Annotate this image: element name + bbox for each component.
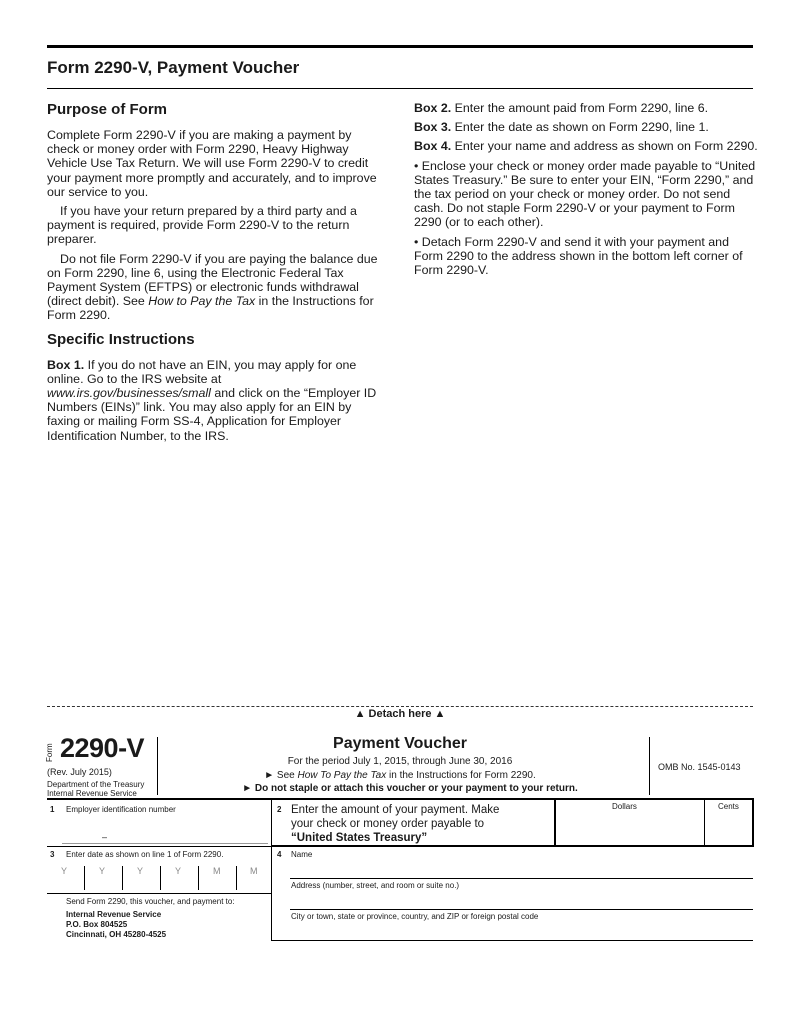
header-divider-right: [649, 737, 650, 795]
top-rule: [47, 45, 753, 48]
bullet-enclose: • Enclose your check or money order made payable to “United States Treasury.” Be sure to enter your EIN, “Form 2290,” and the tax period on your check or money order. Do not send cash. Do not staple Form 2290-V or your payment to Form 2290 (or to each other).: [414, 158, 756, 230]
box1-instructions: Box 1. If you do not have an EIN, you may apply for one online. Go to the IRS website at www.irs.gov/businesses/small and click on the “Employer ID Numbers (EINs)” link. You may also apply for an EIN by faxing or mailing Form SS-4, Application for Employer Identification Number, to the IRS.: [47, 357, 377, 443]
date-year-4: Y: [175, 866, 182, 876]
name-input[interactable]: [290, 860, 752, 878]
tax-period: For the period July 1, 2015, through June 30, 2016: [287, 756, 513, 767]
title-rule: [47, 88, 753, 89]
date-input[interactable]: [47, 862, 271, 892]
address-label: Address (number, street, and room or suite no.): [291, 881, 460, 890]
irs-address-line-2: P.O. Box 804525: [66, 920, 128, 929]
box3-label: Enter date as shown on line 1 of Form 2290.: [66, 850, 224, 859]
staple-warning: ► Do not staple or attach this voucher or your payment to your return.: [242, 783, 578, 794]
date-month-1: M: [213, 866, 221, 876]
specific-heading: Specific Instructions: [47, 330, 195, 348]
box3-instructions: Box 3. Enter the date as shown on Form 2290, line 1.: [414, 120, 709, 135]
form-word: Form: [45, 743, 54, 762]
purpose-paragraph-3: Do not file Form 2290-V if you are paying the balance due on Form 2290, line 6, using the Electronic Federal Tax Payment System (EFTPS) or electronic funds withdrawal (direct debit). See How to Pay the Tax in the Instructions for Form 2290.: [47, 251, 378, 323]
bullet-detach: • Detach Form 2290-V and send it with your payment and Form 2290 to the address shown in the bottom left corner of Form 2290-V.: [414, 234, 743, 278]
dollars-input[interactable]: [557, 812, 703, 844]
page-title: Form 2290-V, Payment Voucher: [47, 58, 300, 77]
purpose-paragraph-1: Complete Form 2290-V if you are making a payment by check or money order with Form 2290, Heavy Highway Vehicle Use Tax Return. We will use Form 2290-V to credit your payment more promptly and accurately, and to improve our service to you.: [47, 128, 377, 199]
dollars-label: Dollars: [612, 802, 637, 811]
detach-label: ▲ Detach here ▲: [354, 708, 446, 720]
box4-number: 4: [277, 850, 282, 859]
left-column: [47, 101, 383, 448]
name-rule: [290, 878, 753, 879]
box4-instructions: Box 4. Enter your name and address as shown on Form 2290.: [414, 139, 758, 154]
revision-date: (Rev. July 2015): [47, 767, 112, 777]
date-month-2: M: [250, 866, 258, 876]
ein-input[interactable]: [62, 816, 268, 844]
date-year-2: Y: [99, 866, 106, 876]
right-column: [414, 101, 758, 282]
voucher-title: Payment Voucher: [333, 735, 467, 752]
service: Internal Revenue Service: [47, 789, 137, 798]
irs-address-line-3: Cincinnati, OH 45280-4525: [66, 930, 167, 939]
box3-bottom-rule: [47, 893, 271, 894]
amount-bottom-rule: [271, 845, 754, 847]
voucher-top-rule: [47, 798, 753, 800]
address-rule: [290, 909, 753, 910]
grid-divider-left: [271, 798, 272, 941]
date-year-3: Y: [137, 866, 144, 876]
cents-label: Cents: [718, 802, 739, 811]
cents-divider: [704, 798, 705, 846]
amount-box-left: [554, 798, 556, 846]
name-label: Name: [291, 850, 313, 859]
purpose-paragraph-2: If you have your return prepared by a third party and a payment is required, provide Form 2290-V to the return preparer.: [47, 204, 357, 247]
city-input[interactable]: [290, 922, 752, 940]
purpose-heading: Purpose of Form: [47, 101, 168, 118]
box1-bottom-rule: [47, 846, 271, 847]
ein-dash: –: [102, 832, 108, 842]
box1-number: 1: [50, 805, 55, 814]
irs-address-line-1: Internal Revenue Service: [66, 910, 162, 919]
see-instructions: ► See How To Pay the Tax in the Instructions for Form 2290.: [264, 770, 536, 781]
address-input[interactable]: [290, 891, 752, 909]
omb-number: OMB No. 1545-0143: [658, 762, 741, 772]
send-to-label: Send Form 2290, this voucher, and payment to:: [66, 897, 235, 906]
date-year-1: Y: [61, 866, 68, 876]
box2-label: Enter the amount of your payment. Make your check or money order payable to “United States Treasury”: [291, 804, 500, 844]
box2-instructions: Box 2. Enter the amount paid from Form 2290, line 6.: [414, 101, 709, 115]
city-label: City or town, state or province, country, and ZIP or foreign postal code: [291, 912, 539, 921]
header-divider-left: [157, 737, 158, 795]
detach-line: [47, 706, 753, 707]
form-number: 2290-V: [60, 733, 145, 763]
box3-number: 3: [50, 850, 55, 859]
cents-input[interactable]: [706, 812, 751, 844]
box1-label: Employer identification number: [66, 805, 176, 814]
voucher-bottom-rule: [271, 940, 753, 941]
box2-number: 2: [277, 805, 282, 814]
department: Department of the Treasury: [47, 780, 145, 789]
amount-box-right: [752, 798, 754, 846]
